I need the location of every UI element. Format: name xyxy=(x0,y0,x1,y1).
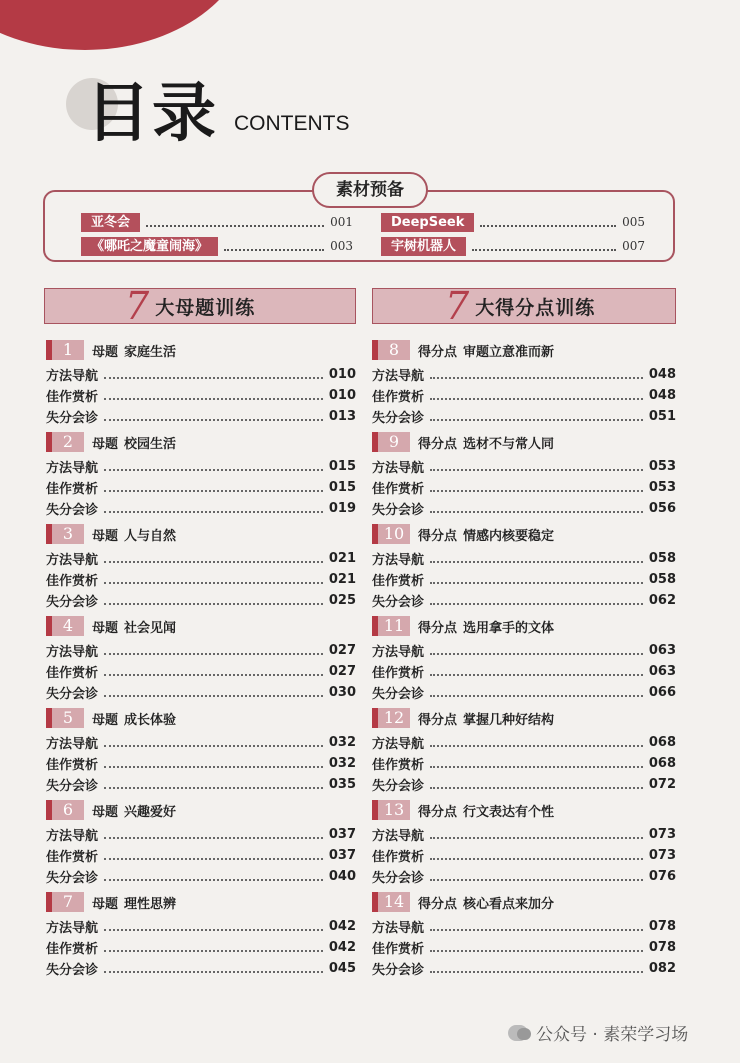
entry-label: 失分会诊 xyxy=(46,594,99,610)
entry-page-number: 068 xyxy=(648,734,676,750)
leader-dots xyxy=(104,574,323,584)
leader-dots xyxy=(104,503,323,513)
entry-label: 方法导航 xyxy=(372,552,425,568)
entry-label: 失分会诊 xyxy=(372,502,425,518)
toc-entry[interactable] xyxy=(372,845,676,865)
section-title: 大得分点训练 xyxy=(475,296,596,319)
entry-page-number: 056 xyxy=(648,500,676,516)
chapter-kind: 母题 xyxy=(92,620,119,636)
chapter-heading[interactable] xyxy=(46,799,356,821)
chapter-heading[interactable] xyxy=(46,523,356,545)
chapter-heading[interactable] xyxy=(46,431,356,453)
entry-label: 方法导航 xyxy=(372,920,425,936)
leader-dots xyxy=(430,645,643,655)
toc-entry[interactable] xyxy=(372,548,676,568)
entry-page-number: 073 xyxy=(648,826,676,842)
chapter-title: 社会见闻 xyxy=(124,620,177,636)
section-number: 7 xyxy=(445,284,470,328)
material-page: 003 xyxy=(330,239,353,253)
entry-label: 佳作赏析 xyxy=(46,757,99,773)
entry-page-number: 058 xyxy=(648,550,676,566)
chapter-heading[interactable] xyxy=(372,891,676,913)
material-label: 亚冬会 xyxy=(81,213,140,232)
entry-label: 方法导航 xyxy=(372,828,425,844)
chapter-kind: 得分点 xyxy=(418,344,458,360)
toc-entry[interactable] xyxy=(372,590,676,610)
page-title: 目录 xyxy=(86,77,218,151)
entry-label: 佳作赏析 xyxy=(46,665,99,681)
leader-dots xyxy=(104,850,323,860)
chapter-number-badge: 3 xyxy=(46,524,84,544)
entry-label: 方法导航 xyxy=(46,828,99,844)
watermark-text: 公众号 · 素荣学习场 xyxy=(536,1025,689,1045)
entry-label: 方法导航 xyxy=(46,644,99,660)
toc-entry[interactable] xyxy=(46,774,356,794)
leader-dots xyxy=(104,963,323,973)
material-label: 宇树机器人 xyxy=(381,237,466,256)
leader-dots xyxy=(430,461,643,471)
entry-page-number: 048 xyxy=(648,366,676,382)
chapter-title: 理性思辨 xyxy=(124,896,177,912)
leader-dots xyxy=(430,850,643,860)
leader-dots xyxy=(430,963,643,973)
toc-entry[interactable] xyxy=(46,456,356,476)
chapter-kind: 母题 xyxy=(92,712,119,728)
chapter-title: 选用拿手的文体 xyxy=(463,620,555,636)
toc-entry[interactable] xyxy=(372,477,676,497)
chapter-title: 核心看点来加分 xyxy=(463,896,555,912)
chapter-number-badge: 12 xyxy=(372,708,410,728)
chapter-title: 校园生活 xyxy=(124,436,177,452)
entry-label: 佳作赏析 xyxy=(372,757,425,773)
leader-dots xyxy=(104,553,323,563)
chapter-kind: 母题 xyxy=(92,436,119,452)
entry-page-number: 019 xyxy=(328,500,356,516)
toc-entry[interactable] xyxy=(372,824,676,844)
chapter-heading[interactable] xyxy=(372,339,676,361)
chapter-heading[interactable] xyxy=(372,799,676,821)
entry-label: 佳作赏析 xyxy=(372,849,425,865)
leader-dots xyxy=(430,503,643,513)
entry-label: 佳作赏析 xyxy=(46,849,99,865)
chapter-number-badge: 10 xyxy=(372,524,410,544)
leader-dots xyxy=(104,390,323,400)
materials-tag: 素材预备 xyxy=(312,172,428,208)
chapter-kind: 得分点 xyxy=(418,712,458,728)
toc-entry[interactable] xyxy=(46,590,356,610)
entry-page-number: 042 xyxy=(328,939,356,955)
chapter-title: 人与自然 xyxy=(124,528,177,544)
material-label: DeepSeek xyxy=(381,213,474,232)
leader-dots xyxy=(430,942,643,952)
entry-page-number: 032 xyxy=(328,755,356,771)
chapter-kind: 得分点 xyxy=(418,528,458,544)
chapter-number-badge: 2 xyxy=(46,432,84,452)
toc-entry[interactable] xyxy=(46,640,356,660)
leader-dots xyxy=(104,645,323,655)
entry-page-number: 068 xyxy=(648,755,676,771)
chapter-kind: 得分点 xyxy=(418,804,458,820)
chapter-number-badge: 13 xyxy=(372,800,410,820)
entry-label: 佳作赏析 xyxy=(372,665,425,681)
toc-entry[interactable] xyxy=(372,498,676,518)
entry-page-number: 030 xyxy=(328,684,356,700)
leader-dots xyxy=(104,482,323,492)
chapter-number-badge: 5 xyxy=(46,708,84,728)
entry-label: 失分会诊 xyxy=(46,686,99,702)
chapter-title: 情感内核要稳定 xyxy=(463,528,555,544)
toc-entry[interactable] xyxy=(46,845,356,865)
leader-dots xyxy=(104,871,323,881)
entry-page-number: 027 xyxy=(328,663,356,679)
entry-page-number: 066 xyxy=(648,684,676,700)
entry-page-number: 078 xyxy=(648,918,676,934)
leader-dots xyxy=(430,921,643,931)
chapter-title: 审题立意准而新 xyxy=(463,344,555,360)
material-page: 001 xyxy=(330,215,353,229)
entry-label: 佳作赏析 xyxy=(372,941,425,957)
chapter-heading[interactable] xyxy=(46,891,356,913)
entry-label: 佳作赏析 xyxy=(372,481,425,497)
toc-entry[interactable] xyxy=(46,732,356,752)
entry-label: 失分会诊 xyxy=(372,594,425,610)
toc-entry[interactable] xyxy=(46,661,356,681)
entry-page-number: 013 xyxy=(328,408,356,424)
entry-page-number: 021 xyxy=(328,571,356,587)
entry-page-number: 058 xyxy=(648,571,676,587)
chapter-title: 兴趣爱好 xyxy=(124,804,177,820)
toc-entry[interactable] xyxy=(372,916,676,936)
leader-dots xyxy=(430,595,643,605)
leader-dots xyxy=(430,390,643,400)
toc-entry[interactable] xyxy=(46,682,356,702)
entry-page-number: 082 xyxy=(648,960,676,976)
entry-page-number: 032 xyxy=(328,734,356,750)
leader-dots xyxy=(430,737,643,747)
chapter-heading[interactable] xyxy=(372,523,676,545)
entry-page-number: 078 xyxy=(648,939,676,955)
toc-entry[interactable] xyxy=(46,824,356,844)
entry-label: 方法导航 xyxy=(46,368,99,384)
entry-page-number: 072 xyxy=(648,776,676,792)
page-subtitle: CONTENTS xyxy=(234,112,350,135)
entry-page-number: 053 xyxy=(648,458,676,474)
material-item[interactable] xyxy=(81,236,353,256)
toc-entry[interactable] xyxy=(372,866,676,886)
chapter-kind: 母题 xyxy=(92,804,119,820)
toc-entry[interactable] xyxy=(46,498,356,518)
toc-entry[interactable] xyxy=(372,937,676,957)
chapter-number-badge: 11 xyxy=(372,616,410,636)
chapter-number-badge: 6 xyxy=(46,800,84,820)
entry-page-number: 063 xyxy=(648,642,676,658)
material-page: 005 xyxy=(622,215,645,229)
chapter-kind: 得分点 xyxy=(418,896,458,912)
wechat-icon xyxy=(508,1025,528,1041)
toc-entry[interactable] xyxy=(372,364,676,384)
entry-label: 失分会诊 xyxy=(372,870,425,886)
chapter-title: 行文表达有个性 xyxy=(463,804,555,820)
entry-label: 佳作赏析 xyxy=(46,481,99,497)
watermark xyxy=(508,1020,688,1045)
chapter-title: 家庭生活 xyxy=(124,344,177,360)
toc-entry[interactable] xyxy=(46,916,356,936)
leader-dots xyxy=(430,687,643,697)
toc-entry[interactable] xyxy=(46,753,356,773)
material-item[interactable] xyxy=(381,212,645,232)
leader-dots xyxy=(104,829,323,839)
leader-dots xyxy=(480,217,616,227)
chapter-title: 选材不与常人同 xyxy=(463,436,555,452)
leader-dots xyxy=(104,461,323,471)
leader-dots xyxy=(430,666,643,676)
entry-page-number: 015 xyxy=(328,458,356,474)
entry-page-number: 045 xyxy=(328,960,356,976)
material-item[interactable] xyxy=(81,212,353,232)
entry-label: 失分会诊 xyxy=(46,778,99,794)
entry-page-number: 073 xyxy=(648,847,676,863)
material-page: 007 xyxy=(622,239,645,253)
entry-page-number: 062 xyxy=(648,592,676,608)
entry-label: 佳作赏析 xyxy=(372,573,425,589)
entry-label: 方法导航 xyxy=(46,552,99,568)
entry-page-number: 037 xyxy=(328,847,356,863)
entry-label: 佳作赏析 xyxy=(372,389,425,405)
toc-entry[interactable] xyxy=(372,385,676,405)
entry-label: 佳作赏析 xyxy=(46,941,99,957)
chapter-number-badge: 14 xyxy=(372,892,410,912)
leader-dots xyxy=(224,241,324,251)
entry-label: 失分会诊 xyxy=(46,502,99,518)
section-header-left xyxy=(44,284,356,328)
corner-decoration xyxy=(0,0,260,60)
entry-label: 失分会诊 xyxy=(372,686,425,702)
toc-entry[interactable] xyxy=(372,661,676,681)
chapter-kind: 母题 xyxy=(92,896,119,912)
chapter-number-badge: 1 xyxy=(46,340,84,360)
entry-page-number: 021 xyxy=(328,550,356,566)
entry-page-number: 010 xyxy=(328,387,356,403)
toc-entry[interactable] xyxy=(46,866,356,886)
chapter-number-badge: 7 xyxy=(46,892,84,912)
leader-dots xyxy=(104,942,323,952)
entry-label: 方法导航 xyxy=(46,920,99,936)
toc-entry[interactable] xyxy=(372,958,676,978)
entry-label: 方法导航 xyxy=(372,644,425,660)
contents-title xyxy=(66,60,366,151)
entry-page-number: 027 xyxy=(328,642,356,658)
toc-entry[interactable] xyxy=(372,640,676,660)
toc-entry[interactable] xyxy=(372,569,676,589)
entry-page-number: 025 xyxy=(328,592,356,608)
entry-page-number: 053 xyxy=(648,479,676,495)
entry-page-number: 015 xyxy=(328,479,356,495)
materials-box xyxy=(43,180,675,262)
entry-page-number: 040 xyxy=(328,868,356,884)
leader-dots xyxy=(104,779,323,789)
leader-dots xyxy=(146,217,324,227)
entry-label: 佳作赏析 xyxy=(46,389,99,405)
chapter-kind: 母题 xyxy=(92,344,119,360)
section-title: 大母题训练 xyxy=(155,296,256,319)
toc-entry[interactable] xyxy=(46,958,356,978)
chapter-heading[interactable] xyxy=(46,707,356,729)
chapter-heading[interactable] xyxy=(372,431,676,453)
leader-dots xyxy=(472,241,616,251)
leader-dots xyxy=(104,666,323,676)
entry-label: 方法导航 xyxy=(372,736,425,752)
toc-entry[interactable] xyxy=(46,406,356,426)
chapter-heading[interactable] xyxy=(46,615,356,637)
material-item[interactable] xyxy=(381,236,645,256)
leader-dots xyxy=(430,829,643,839)
toc-entry[interactable] xyxy=(372,753,676,773)
entry-page-number: 042 xyxy=(328,918,356,934)
toc-entry[interactable] xyxy=(46,385,356,405)
toc-entry[interactable] xyxy=(372,456,676,476)
chapter-heading[interactable] xyxy=(372,707,676,729)
toc-entry[interactable] xyxy=(372,732,676,752)
toc-entry[interactable] xyxy=(372,406,676,426)
leader-dots xyxy=(430,411,643,421)
leader-dots xyxy=(430,482,643,492)
toc-entry[interactable] xyxy=(46,937,356,957)
entry-page-number: 035 xyxy=(328,776,356,792)
leader-dots xyxy=(430,779,643,789)
entry-label: 方法导航 xyxy=(46,460,99,476)
entry-label: 方法导航 xyxy=(372,368,425,384)
chapter-heading[interactable] xyxy=(46,339,356,361)
toc-entry[interactable] xyxy=(46,364,356,384)
leader-dots xyxy=(104,411,323,421)
entry-label: 失分会诊 xyxy=(46,410,99,426)
entry-page-number: 010 xyxy=(328,366,356,382)
entry-page-number: 048 xyxy=(648,387,676,403)
chapter-number-badge: 8 xyxy=(372,340,410,360)
chapter-heading[interactable] xyxy=(372,615,676,637)
entry-page-number: 051 xyxy=(648,408,676,424)
section-header-right xyxy=(372,284,676,328)
chapter-number-badge: 4 xyxy=(46,616,84,636)
leader-dots xyxy=(104,758,323,768)
leader-dots xyxy=(430,574,643,584)
chapter-kind: 得分点 xyxy=(418,436,458,452)
leader-dots xyxy=(104,687,323,697)
entry-page-number: 076 xyxy=(648,868,676,884)
leader-dots xyxy=(104,595,323,605)
toc-entry[interactable] xyxy=(372,774,676,794)
leader-dots xyxy=(104,737,323,747)
chapter-title: 成长体验 xyxy=(124,712,177,728)
leader-dots xyxy=(104,921,323,931)
entry-label: 方法导航 xyxy=(372,460,425,476)
leader-dots xyxy=(430,553,643,563)
toc-entry[interactable] xyxy=(46,569,356,589)
leader-dots xyxy=(430,871,643,881)
entry-label: 失分会诊 xyxy=(372,410,425,426)
section-number: 7 xyxy=(125,284,150,328)
chapter-kind: 得分点 xyxy=(418,620,458,636)
entry-label: 失分会诊 xyxy=(46,870,99,886)
entry-page-number: 037 xyxy=(328,826,356,842)
chapter-number-badge: 9 xyxy=(372,432,410,452)
material-label: 《哪吒之魔童闹海》 xyxy=(81,237,218,256)
entry-page-number: 063 xyxy=(648,663,676,679)
toc-entry[interactable] xyxy=(46,477,356,497)
chapter-title: 掌握几种好结构 xyxy=(463,712,555,728)
entry-label: 失分会诊 xyxy=(372,778,425,794)
entry-label: 失分会诊 xyxy=(46,962,99,978)
toc-entry[interactable] xyxy=(46,548,356,568)
entry-label: 佳作赏析 xyxy=(46,573,99,589)
chapter-kind: 母题 xyxy=(92,528,119,544)
leader-dots xyxy=(104,369,323,379)
toc-entry[interactable] xyxy=(372,682,676,702)
leader-dots xyxy=(430,369,643,379)
leader-dots xyxy=(430,758,643,768)
entry-label: 方法导航 xyxy=(46,736,99,752)
entry-label: 失分会诊 xyxy=(372,962,425,978)
